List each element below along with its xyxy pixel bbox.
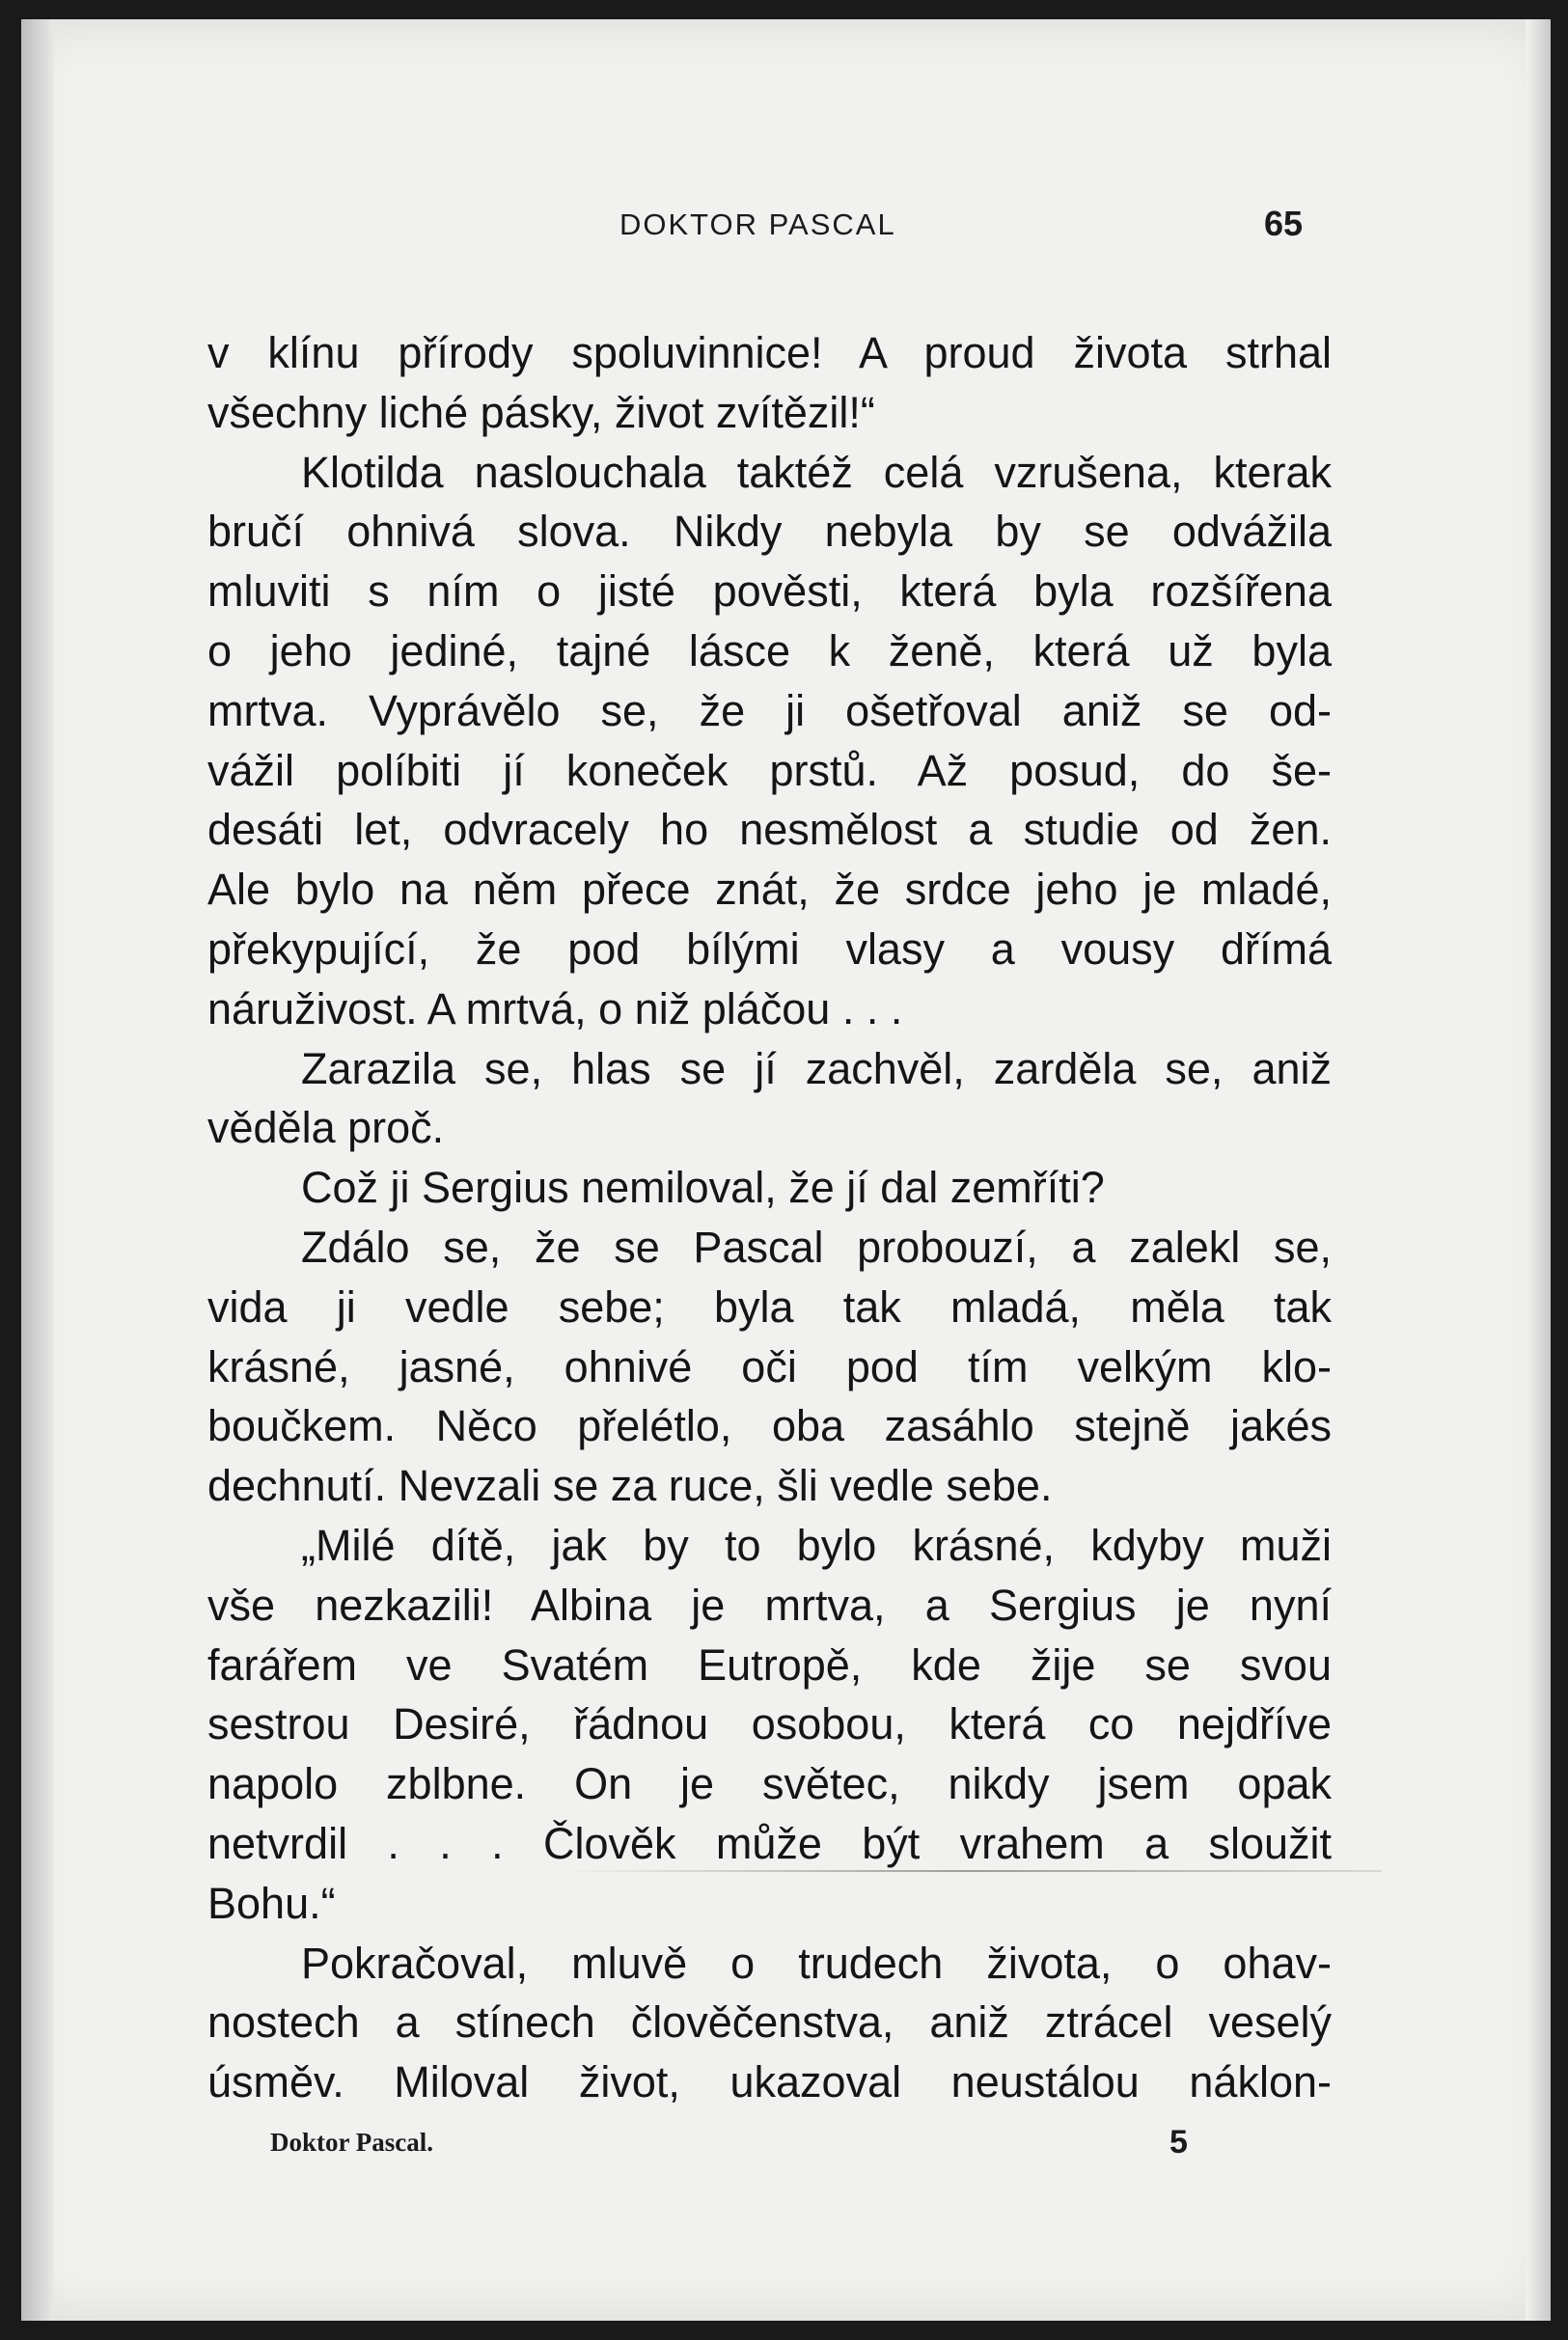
text-line: překypující, že pod bílými vlasy a vousy dřímá (207, 923, 1332, 974)
text-line: Zarazila se, hlas se jí zachvěl, zarděla se, aniž (301, 1043, 1332, 1093)
text-line: mrtva. Vyprávělo se, že ji ošetřoval aniž se od- (207, 685, 1332, 735)
stray-rule-mark (562, 1870, 1382, 1872)
text-line: nostech a stínech člověčenstva, aniž ztrácel veselý (207, 1997, 1332, 2048)
text-line: sestrou Desiré, řádnou osobou, která co nejdříve (207, 1699, 1332, 1749)
text-line: vážil políbiti jí koneček prstů. Až posud, do še- (207, 745, 1332, 795)
text-line: dechnutí. Nevzali se za ruce, šli vedle sebe. (207, 1461, 1053, 1511)
page-left-edge (21, 19, 54, 2321)
text-line: netvrdil . . . Člověk může být vrahem a sloužit (207, 1818, 1332, 1868)
text-line: desáti let, odvracely ho nesmělost a studie od žen. (207, 805, 1332, 855)
text-line: Klotilda naslouchala taktéž celá vzrušena, kterak (301, 447, 1332, 497)
text-line: v klínu přírody spoluvinnice! A proud života strhal (207, 328, 1332, 377)
page-number: 65 (1264, 204, 1304, 243)
text-line: úsměv. Miloval život, ukazoval neustálou náklon- (207, 2057, 1332, 2107)
text-line: věděla proč. (207, 1103, 445, 1153)
text-line: bručí ohnivá slova. Nikdy nebyla by se odvážila (207, 507, 1332, 557)
text-line: Bohu.“ (207, 1878, 336, 1928)
text-line: krásné, jasné, ohnivé oči pod tím velkým klo- (207, 1341, 1332, 1391)
page-footer (21, 2124, 1551, 2176)
text-line: mluviti s ním o jisté pověsti, která byla rozšířena (207, 566, 1332, 617)
signature-mark: 5 (1169, 2124, 1188, 2161)
text-line: náruživost. A mrtvá, o niž pláčou . . . (207, 983, 903, 1033)
running-title: DOKTOR PASCAL (619, 207, 896, 241)
text-line: všechny liché pásky, život zvítězil!“ (207, 387, 875, 437)
book-page (21, 19, 1551, 2321)
text-line: vše nezkazili! Albina je mrtva, a Sergius je nyní (207, 1580, 1332, 1630)
page-right-edge (1526, 19, 1551, 2321)
text-line: Což ji Sergius nemiloval, že jí dal zemříti? (301, 1163, 1105, 1213)
text-line: Zdálo se, že se Pascal probouzí, a zalekl se, (301, 1222, 1332, 1272)
text-line: boučkem. Něco přelétlo, oba zasáhlo stejně jakés (207, 1401, 1332, 1451)
footer-title: Doktor Pascal. (270, 2128, 433, 2157)
text-line: o jeho jediné, tajné lásce k ženě, která už byla (207, 625, 1332, 675)
running-head (21, 204, 1551, 256)
text-line: Ale bylo na něm přece znát, že srdce jeho je mladé, (207, 865, 1332, 915)
text-line: Pokračoval, mluvě o trudech života, o ohav- (301, 1938, 1332, 1988)
text-line: farářem ve Svatém Eutropě, kde žije se svou (207, 1639, 1332, 1690)
text-line: vida ji vedle sebe; byla tak mladá, měla tak (207, 1281, 1332, 1332)
text-line: napolo zblbne. On je světec, nikdy jsem opak (207, 1759, 1332, 1809)
body-text (207, 323, 1332, 2112)
text-line: „Milé dítě, jak by to bylo krásné, kdyby muži (301, 1520, 1332, 1570)
